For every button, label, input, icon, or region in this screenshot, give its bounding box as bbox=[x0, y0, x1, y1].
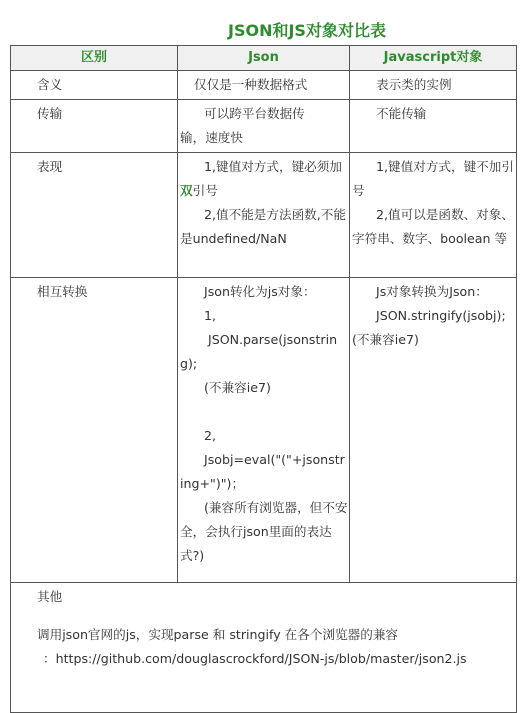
json-transfer-line-1: 可以跨平台数据传 bbox=[204, 106, 305, 121]
table-row-conversion bbox=[11, 278, 517, 583]
json-conv-method-2: 2, bbox=[204, 428, 217, 443]
header-javascript-object: Javascript对象 bbox=[350, 46, 517, 71]
json-conv-method-2-code: Jsobj=eval("("+jsonstring+")")； bbox=[180, 452, 345, 491]
json-cell bbox=[178, 71, 350, 100]
other-line-1: 调用json官网的js，实现parse 和 stringify 在各个浏览器的兼容 bbox=[37, 627, 399, 642]
row-label: 表现 bbox=[37, 159, 63, 174]
json-rep-para-1 bbox=[180, 155, 348, 203]
json-conv-method-2-note: (兼容所有浏览器，但不安全，会执行json里面的表达式?) bbox=[180, 500, 348, 563]
json-rep-para-1-b: 加 bbox=[329, 159, 342, 174]
page-title: JSON和JS对象对比表 bbox=[228, 21, 386, 40]
header-json: Json bbox=[178, 46, 350, 71]
json-conv-method-1: 1, bbox=[204, 308, 217, 323]
json-cell bbox=[178, 100, 350, 153]
json-cell bbox=[178, 153, 350, 278]
spacer bbox=[13, 609, 515, 623]
js-cell bbox=[350, 100, 517, 153]
row-label-cell bbox=[11, 153, 178, 278]
row-label-cell bbox=[11, 278, 178, 583]
table-header-row bbox=[11, 46, 517, 71]
table-row-other bbox=[11, 583, 517, 713]
js-conv-code: JSON.stringify(jsobj);(不兼容ie7) bbox=[352, 308, 506, 347]
spacer bbox=[180, 400, 348, 424]
js-conv-intro: Js对象转换为Json： bbox=[376, 284, 488, 299]
table-row-representation bbox=[11, 153, 517, 278]
header-difference: 区别 bbox=[11, 46, 178, 71]
js-meaning-text: 表示类的实例 bbox=[376, 77, 452, 92]
js-rep-para-1: 1,键值对方式，键不加引号 bbox=[352, 159, 514, 198]
row-label: 其他 bbox=[37, 589, 63, 604]
json-cell bbox=[178, 278, 350, 583]
json-transfer-line-2: 输，速度快 bbox=[180, 130, 243, 145]
row-label: 相互转换 bbox=[37, 284, 88, 299]
row-label-cell bbox=[11, 71, 178, 100]
js-transfer-text: 不能传输 bbox=[376, 106, 427, 121]
row-label-cell bbox=[11, 100, 178, 153]
js-cell bbox=[350, 278, 517, 583]
json-rep-para-1-c: 引号 bbox=[192, 183, 218, 198]
json-meaning-text: 仅仅是一种数据格式 bbox=[194, 77, 308, 92]
json-conv-method-1-note: (不兼容ie7) bbox=[204, 380, 271, 395]
other-line-2: ：https://github.com/douglascrockford/JSON-js/blob/master/json2.js bbox=[43, 651, 467, 666]
other-cell bbox=[11, 583, 517, 713]
comparison-table bbox=[10, 45, 517, 713]
table-row-transfer bbox=[11, 100, 517, 153]
json-conv-method-1-code: JSON.parse(jsonstring); bbox=[180, 332, 338, 371]
js-cell bbox=[350, 153, 517, 278]
row-label: 传输 bbox=[37, 106, 63, 121]
json-rep-emphasis: 双 bbox=[180, 183, 193, 198]
json-rep-para-1-a: 1,键值对方式，键必须 bbox=[204, 159, 330, 174]
js-cell bbox=[350, 71, 517, 100]
row-label: 含义 bbox=[37, 77, 63, 92]
js-rep-para-2: 2,值可以是函数、对象、字符串、数字、boolean 等 bbox=[352, 207, 514, 246]
table-row-meaning bbox=[11, 71, 517, 100]
json-rep-para-2: 2,值不能是方法函数,不能是undefined/NaN bbox=[180, 207, 346, 246]
json-conv-intro: Json转化为js对象： bbox=[204, 284, 316, 299]
